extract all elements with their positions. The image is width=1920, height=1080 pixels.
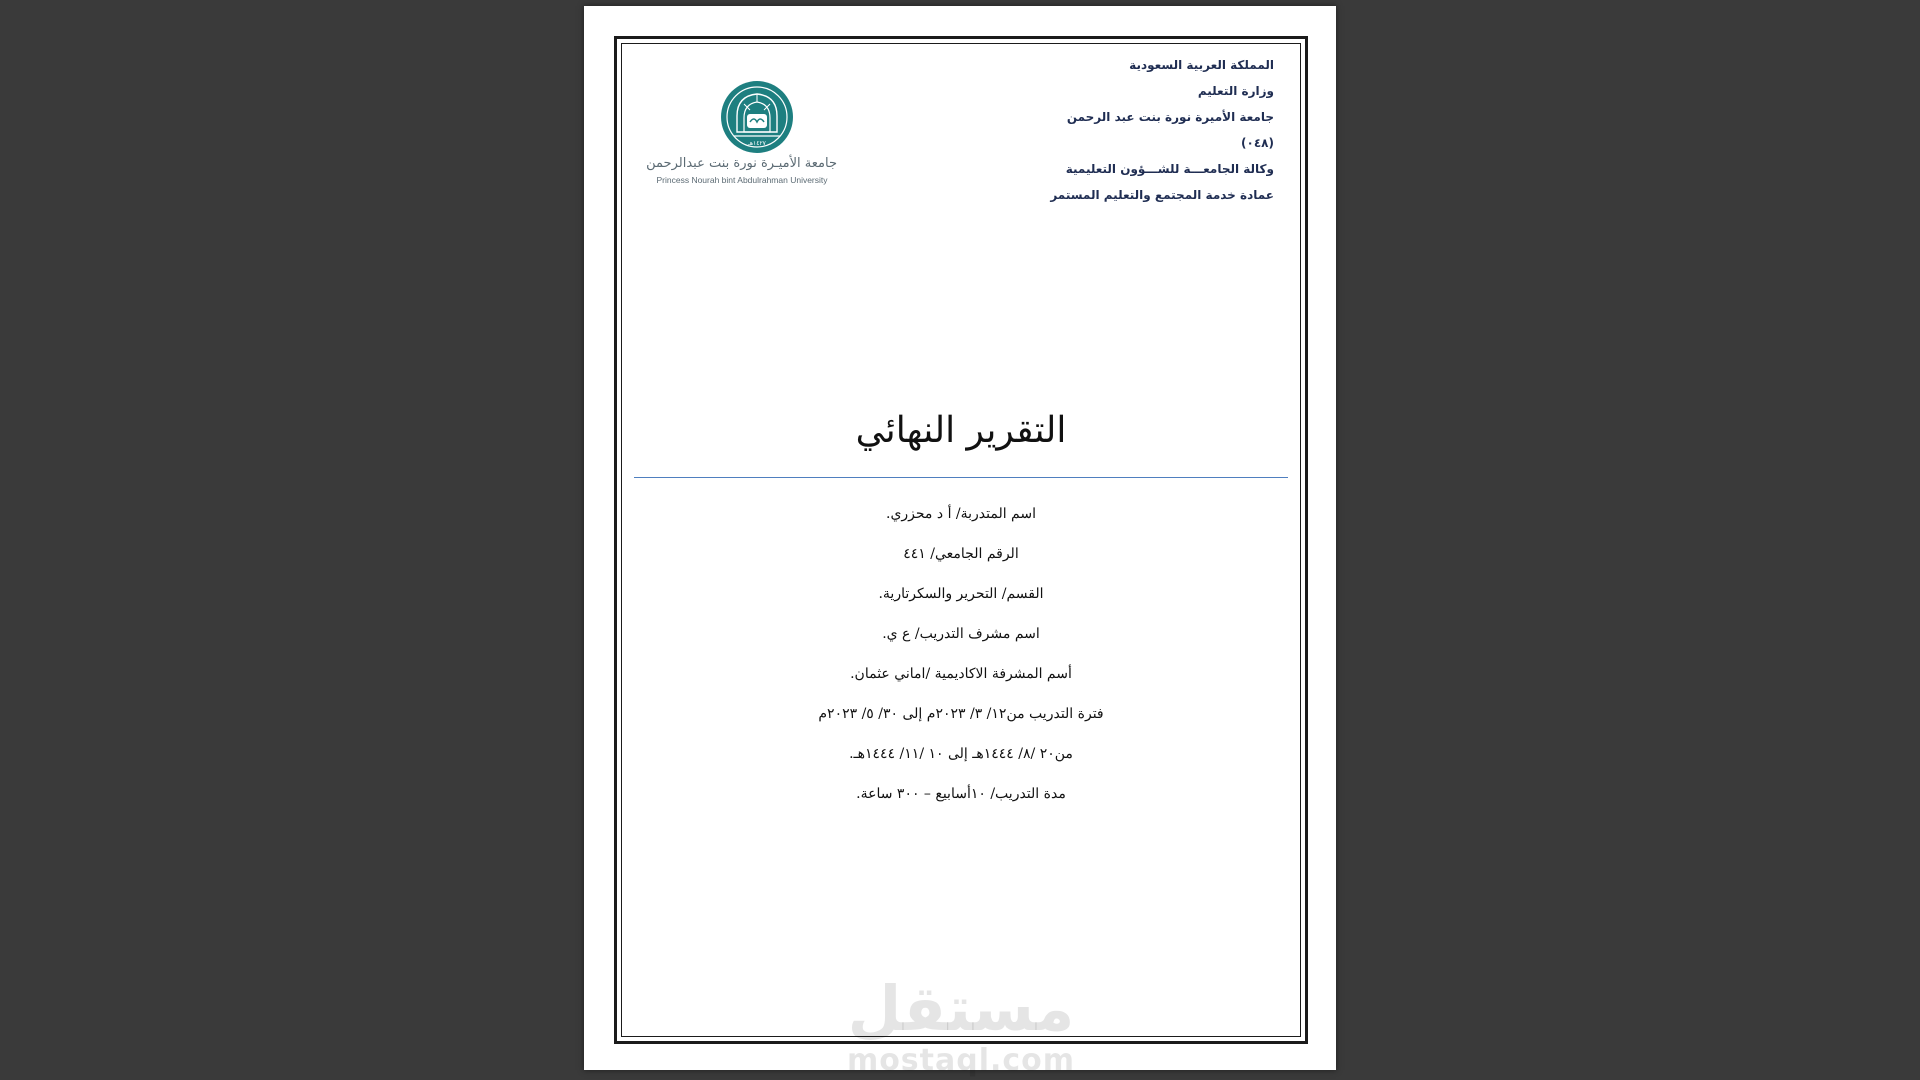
header-line-agency: وكالة الجامعـــة للشـــؤون التعليمية: [1065, 162, 1274, 176]
header-block: [1014, 52, 1274, 208]
document-title: التقرير النهائي: [855, 410, 1067, 451]
document-page: [584, 6, 1336, 1078]
info-university-id: الرقم الجامعي/ ٤٤١: [903, 546, 1019, 562]
info-training-duration: مدة التدريب/ ١٠أسابيع – ٣٠٠ ساعة.: [856, 786, 1066, 802]
page-border: [614, 36, 1308, 1078]
trainee-info: [622, 494, 1300, 814]
university-logo: [647, 80, 837, 190]
svg-text:١٤٢٧هـ: ١٤٢٧هـ: [748, 140, 766, 147]
info-training-period-hijri: من٢٠ /٨/ ١٤٤٤هـ إلى ١٠ /١١/ ١٤٤٤هـ.: [849, 746, 1073, 762]
info-training-period-gregorian: فترة التدريب من١٢/ ٣/ ٢٠٢٣م إلى ٣٠/ ٥/ ٢٠٢٣م: [818, 706, 1104, 722]
watermark-logo: مستقل: [847, 972, 1075, 1045]
header-line-ministry: وزارة التعليم: [1197, 84, 1274, 98]
page-inner-border: [621, 43, 1301, 1078]
logo-english-name: Princess Nourah bint Abdulrahman University: [656, 175, 828, 185]
info-trainee-name: اسم المتدربة/ أ د محزري.: [886, 506, 1036, 522]
info-training-supervisor: اسم مشرف التدريب/ ع ي.: [882, 626, 1040, 642]
info-department: القسم/ التحرير والسكرتارية.: [878, 586, 1044, 602]
logo-arabic-name: جامعة الأميـرة نورة بنت عبدالرحمن: [646, 156, 837, 171]
university-emblem-icon: [720, 80, 794, 154]
header-line-deanship: عمادة خدمة المجتمع والتعليم المستمر: [1050, 188, 1274, 202]
watermark-url: mostaql.com: [846, 1043, 1076, 1078]
title-divider: [634, 477, 1288, 478]
header-line-country: المملكة العربية السعودية: [1129, 58, 1274, 72]
header-line-code: (٠٤٨): [1241, 136, 1274, 150]
info-academic-supervisor: أسم المشرفة الاكاديمية /اماني عثمان.: [850, 666, 1072, 682]
header-line-university: جامعة الأميرة نورة بنت عبد الرحمن: [1066, 110, 1274, 124]
